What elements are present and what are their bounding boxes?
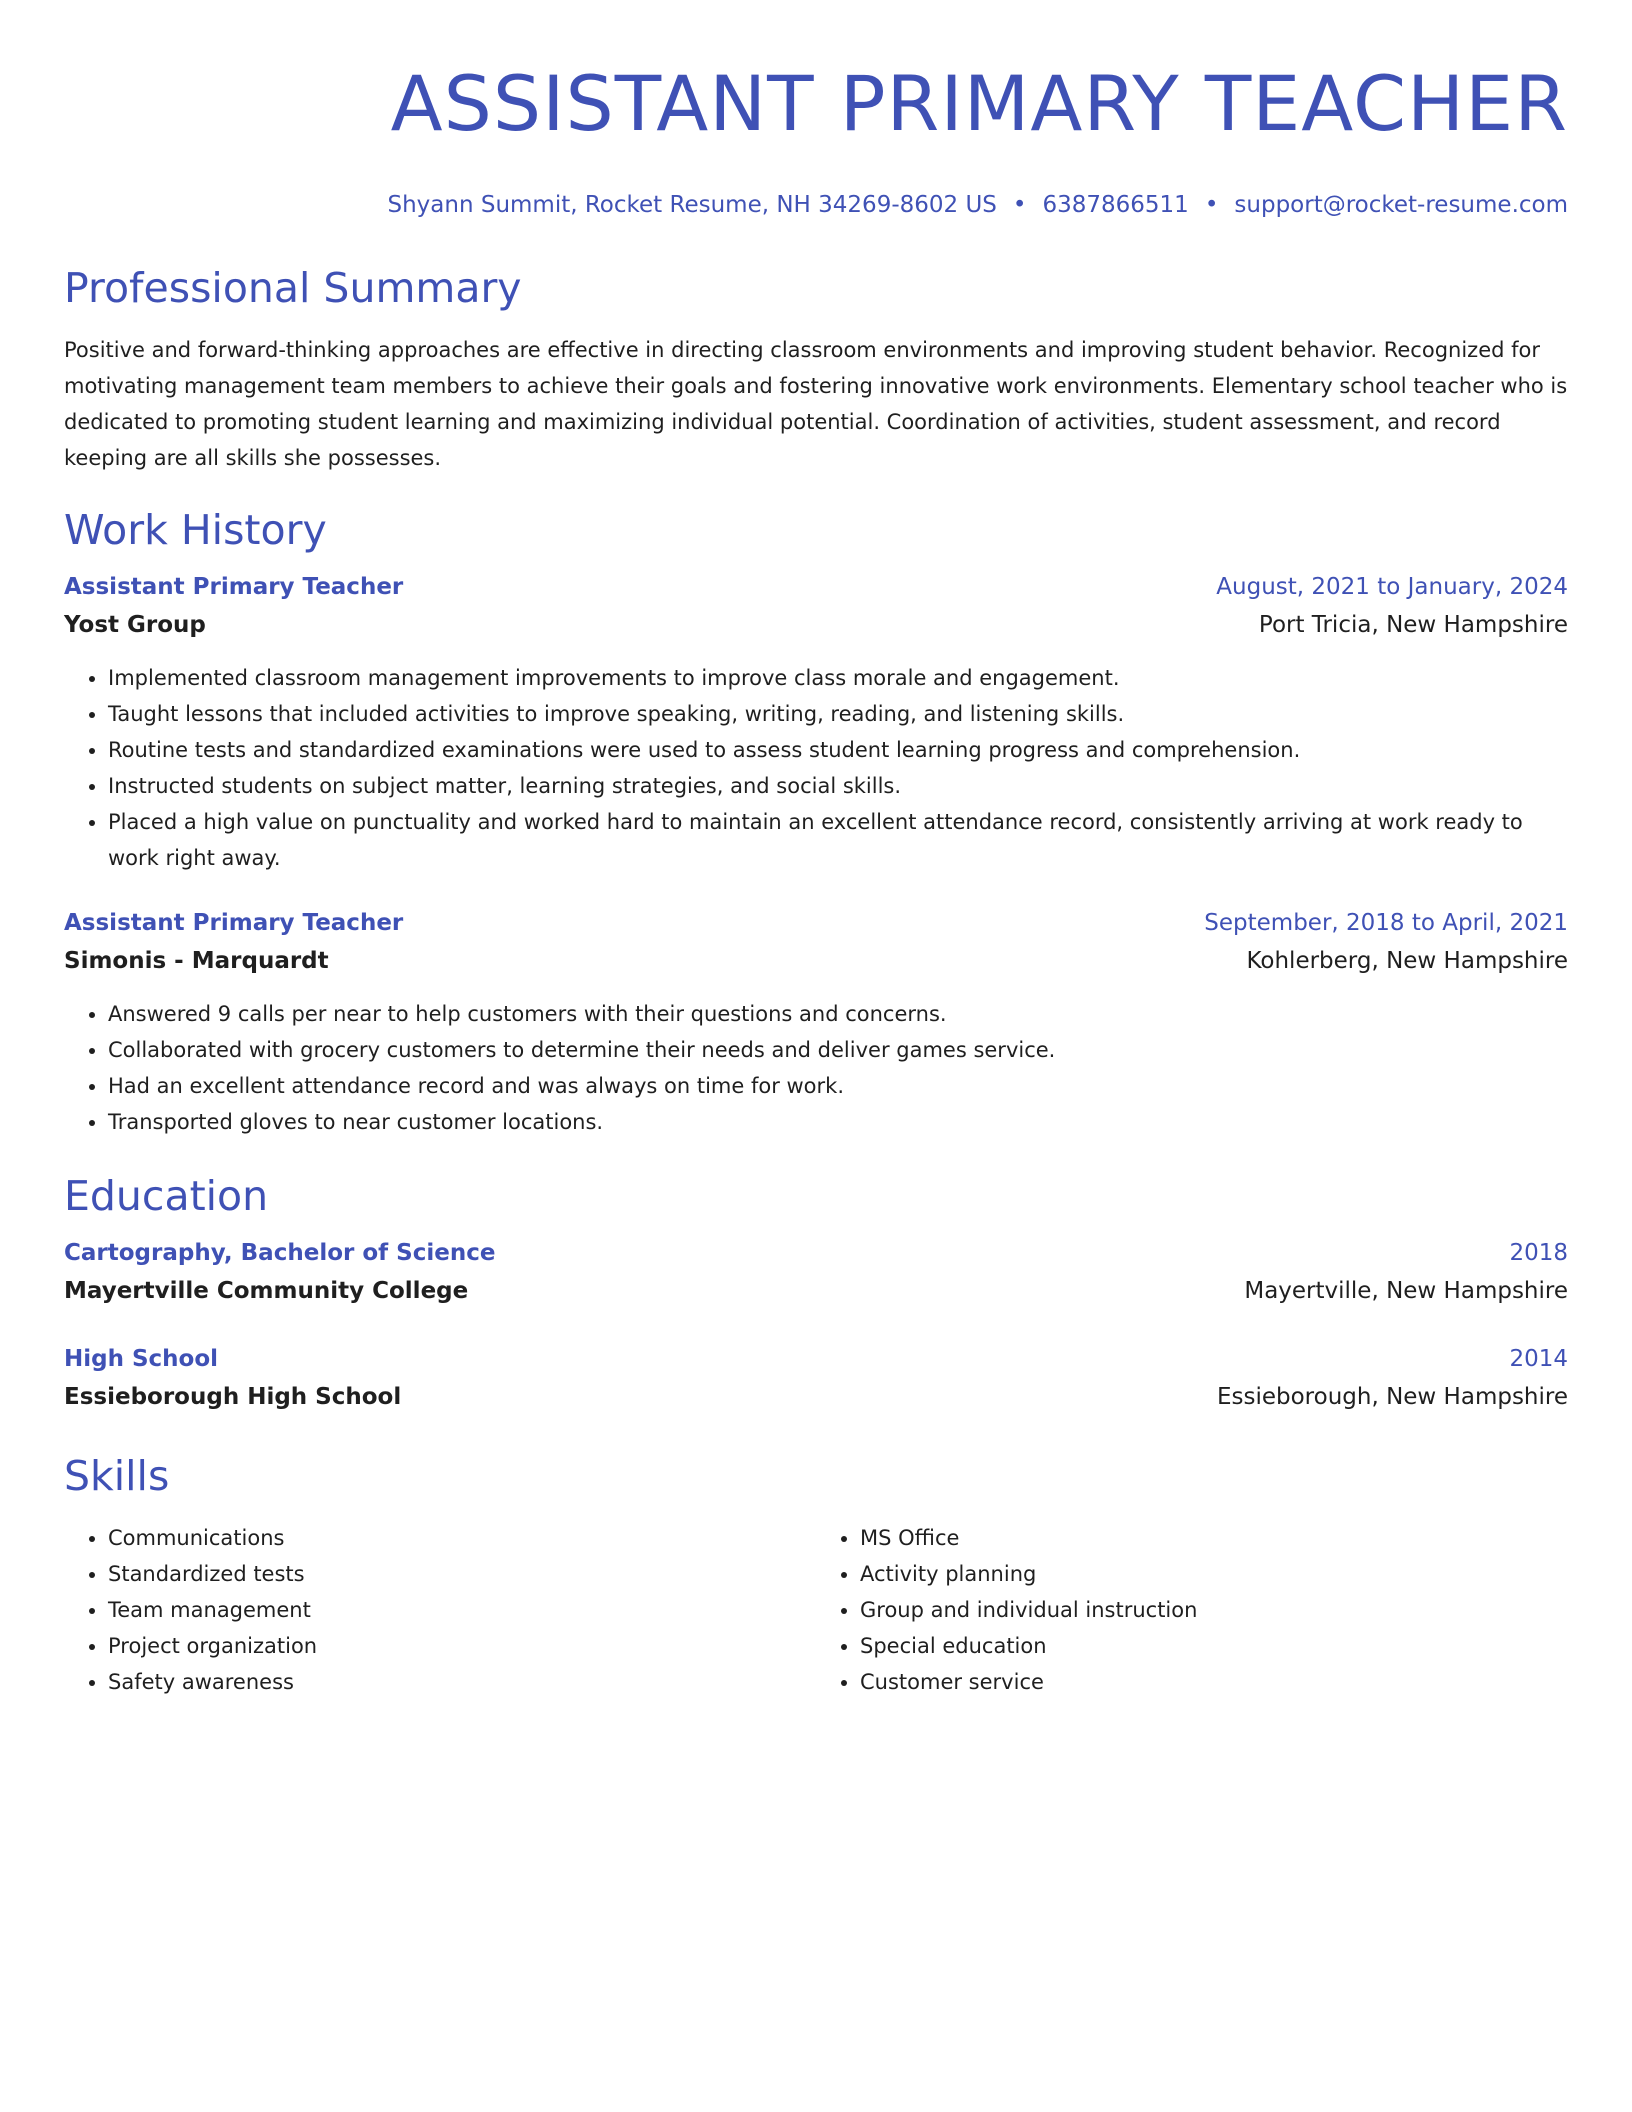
skill-item: • Customer service	[860, 1664, 1568, 1700]
job-duty: • Taught lessons that included activities to improve speaking, writing, reading, and listening skills.	[108, 696, 1568, 732]
job-duty: • Routine tests and standardized examinations were used to assess student learning progress and comprehension.	[108, 732, 1568, 768]
skill-item: • Activity planning	[860, 1556, 1568, 1592]
work-history-heading: Work History	[64, 506, 327, 554]
contact-line	[64, 190, 1568, 220]
skill-item: • Group and individual instruction	[860, 1592, 1568, 1628]
job-duty: • Answered 9 calls per near to help customers with their questions and concerns.	[108, 996, 1568, 1032]
education-school: Essieborough High School	[64, 1384, 402, 1410]
skills-column-left	[64, 1514, 816, 1700]
job-entry	[64, 568, 1568, 876]
education-degree-row	[64, 1234, 1568, 1272]
education-year: 2018	[1509, 1240, 1568, 1266]
skills-grid	[64, 1514, 1568, 1700]
job-duties	[64, 996, 1568, 1140]
job-duty: • Had an excellent attendance record and was always on time for work.	[108, 1068, 1568, 1104]
education-degree: High School	[64, 1346, 219, 1372]
skill-item: • MS Office	[860, 1520, 1568, 1556]
education-degree: Cartography, Bachelor of Science	[64, 1240, 496, 1266]
education-entry	[64, 1340, 1568, 1416]
education-school: Mayertville Community College	[64, 1278, 469, 1304]
education-location: Mayertville, New Hampshire	[1244, 1278, 1568, 1304]
job-location: Kohlerberg, New Hampshire	[1246, 948, 1568, 974]
contact-email: support@rocket-resume.com	[1234, 192, 1568, 218]
skill-item: • Standardized tests	[108, 1556, 816, 1592]
job-title: Assistant Primary Teacher	[64, 574, 404, 600]
skill-item: • Special education	[860, 1628, 1568, 1664]
contact-phone: 6387866511	[1042, 192, 1189, 218]
job-duty: • Transported gloves to near customer locations.	[108, 1104, 1568, 1140]
job-company-row	[64, 942, 1568, 980]
job-company: Yost Group	[64, 612, 206, 638]
skill-item: • Project organization	[108, 1628, 816, 1664]
resume-header	[64, 56, 1568, 220]
job-company-row	[64, 606, 1568, 644]
job-company: Simonis - Marquardt	[64, 948, 329, 974]
skill-item: • Team management	[108, 1592, 816, 1628]
contact-separator: •	[1012, 192, 1027, 218]
job-dates: September, 2018 to April, 2021	[1204, 910, 1568, 936]
job-duty: • Placed a high value on punctuality and worked hard to maintain an excellent attendance record, consistently arriving at work ready to work right away.	[108, 804, 1568, 876]
job-duty: • Instructed students on subject matter, learning strategies, and social skills.	[108, 768, 1568, 804]
skill-item: • Safety awareness	[108, 1664, 816, 1700]
summary-text: Positive and forward-thinking approaches are effective in directing classroom environments and improving student behavior. Recognized for motivating management team members to achieve their goals and fostering innovative work environments. Elementary school teacher who is dedicated to promoting student learning and maximizing individual potential. Coordination of activities, student assessment, and record keeping are all skills she possesses.	[64, 338, 1568, 470]
contact-separator: •	[1204, 192, 1219, 218]
job-title-row	[64, 904, 1568, 942]
education-location: Essieborough, New Hampshire	[1216, 1384, 1568, 1410]
job-duty: • Collaborated with grocery customers to determine their needs and deliver games service.	[108, 1032, 1568, 1068]
job-title-row	[64, 568, 1568, 606]
education-heading: Education	[64, 1172, 269, 1220]
education-year: 2014	[1509, 1346, 1568, 1372]
job-title: Assistant Primary Teacher	[64, 910, 404, 936]
job-entry	[64, 904, 1568, 1140]
job-duties	[64, 660, 1568, 876]
education-school-row	[64, 1378, 1568, 1416]
skills-list	[64, 1520, 816, 1700]
skills-column-right	[816, 1514, 1568, 1700]
education-school-row	[64, 1272, 1568, 1310]
skill-item: • Communications	[108, 1520, 816, 1556]
job-dates: August, 2021 to January, 2024	[1216, 574, 1568, 600]
candidate-name: ASSISTANT PRIMARY TEACHER	[390, 59, 1568, 148]
contact-address: Shyann Summit, Rocket Resume, NH 34269-8602 US	[387, 192, 997, 218]
skills-list	[816, 1520, 1568, 1700]
education-degree-row	[64, 1340, 1568, 1378]
summary-heading: Professional Summary	[64, 264, 522, 312]
skills-heading: Skills	[64, 1452, 170, 1500]
job-duty: • Implemented classroom management improvements to improve class morale and engagement.	[108, 660, 1568, 696]
education-entry	[64, 1234, 1568, 1310]
job-location: Port Tricia, New Hampshire	[1258, 612, 1568, 638]
